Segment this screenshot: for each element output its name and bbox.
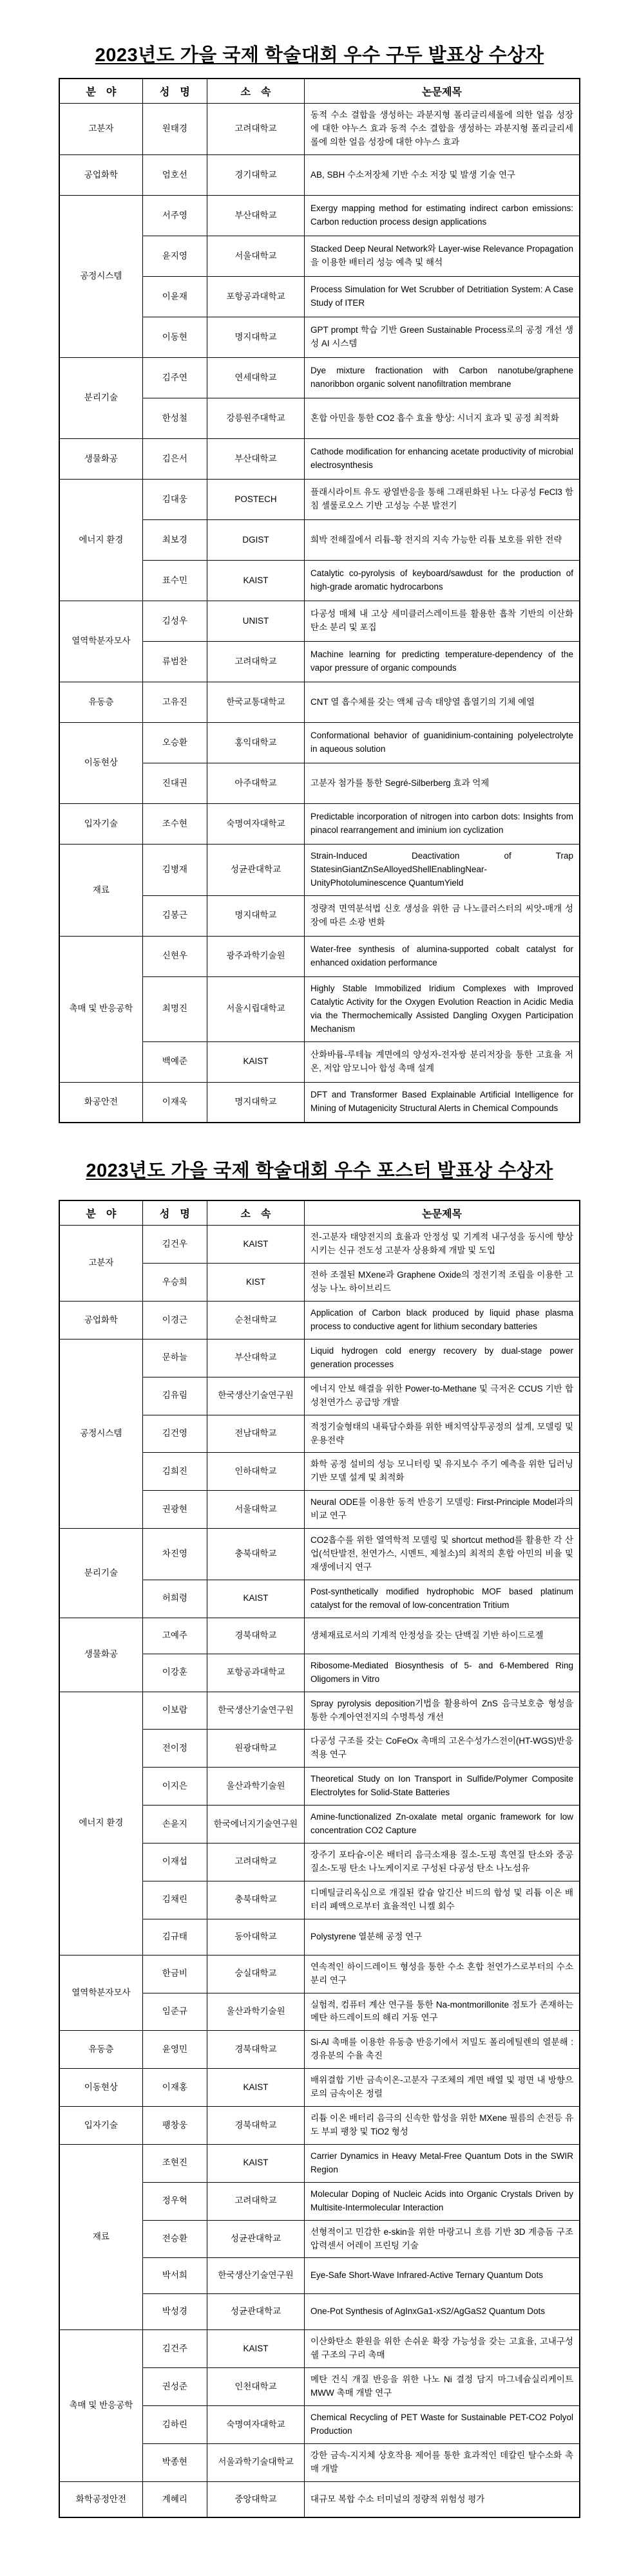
name-cell: 김유림 (142, 1377, 207, 1415)
name-cell: 김건우 (142, 1226, 207, 1264)
table-row (59, 358, 580, 398)
table-row (59, 845, 580, 896)
title-cell: CO2흡수를 위한 열역학적 모델링 및 shortcut method를 활용한 각 산업(석탄발전, 천연가스, 시멘트, 제철소)의 최적의 혼합 아민의 비율 및 재생에너지 연구 (305, 1529, 580, 1580)
name-cell: 김채린 (142, 1881, 207, 1919)
table-row (59, 104, 580, 155)
table-row (59, 196, 580, 236)
oral-award-title: 2023년도 가을 국제 학술대회 우수 구두 발표상 수상자 (95, 45, 544, 66)
title-cell: Cathode modification for enhancing acetate productivity of microbial electrosynthesis (305, 439, 580, 480)
affil-cell: DGIST (207, 520, 304, 561)
affil-cell: 충북대학교 (207, 1881, 304, 1919)
affil-cell: 숭실대학교 (207, 1955, 304, 1993)
name-cell: 신현우 (142, 936, 207, 976)
affil-cell: 한국에너지기술연구원 (207, 1806, 304, 1843)
name-cell: 이재홍 (142, 2069, 207, 2107)
name-cell: 전승환 (142, 2220, 207, 2258)
name-cell: 박성경 (142, 2294, 207, 2330)
title-cell: 대규모 복합 수소 터미널의 정량적 위험성 평가 (305, 2481, 580, 2517)
table-row (59, 936, 580, 976)
affil-cell: 충북대학교 (207, 1529, 304, 1580)
title-cell: Amine-functionalized Zn-oxalate metal organic framework for low concentration CO2 Capture (305, 1806, 580, 1843)
table-row (59, 2069, 580, 2107)
table-row (59, 480, 580, 520)
title-cell: Predictable incorporation of nitrogen into carbon dots: Insights from pinacol rearrangement and iminium ion cyclization (305, 804, 580, 845)
affil-cell: 숙명여자대학교 (207, 2406, 304, 2444)
affil-cell: 강릉원주대학교 (207, 398, 304, 439)
name-cell: 한금비 (142, 1955, 207, 1993)
column-header: 분 야 (59, 1200, 142, 1226)
column-header: 소 속 (207, 1200, 304, 1226)
title-cell: Carrier Dynamics in Heavy Metal-Free Quantum Dots in the SWIR Region (305, 2144, 580, 2182)
name-cell: 정우혁 (142, 2182, 207, 2220)
title-cell: 화학 공정 설비의 성능 모니터링 및 유지보수 주기 예측을 위한 딥러닝 기반 모델 설계 및 최적화 (305, 1453, 580, 1491)
title-cell: Stacked Deep Neural Network와 Layer-wise Relevance Propagation을 이용한 배터리 성능 예측 및 해석 (305, 236, 580, 277)
affil-cell: 서울대학교 (207, 236, 304, 277)
affil-cell: 고려대학교 (207, 1843, 304, 1881)
title-cell: 강한 금속-지지체 상호작용 제어를 통한 효과적인 데칼린 탈수소화 촉매 개발 (305, 2443, 580, 2481)
table-row (59, 1529, 580, 1580)
name-cell: 김대웅 (142, 480, 207, 520)
affil-cell: 성균관대학교 (207, 845, 304, 896)
field-cell: 분리기술 (59, 358, 142, 439)
title-cell: 선형적이고 민감한 e-skin을 위한 마랑고니 흐름 기반 3D 계층돔 구조 압력센서 어레이 프린팅 기술 (305, 2220, 580, 2258)
affil-cell: KAIST (207, 2144, 304, 2182)
table-row (59, 723, 580, 763)
affil-cell: 부산대학교 (207, 196, 304, 236)
name-cell: 김건영 (142, 1415, 207, 1453)
affil-cell: 경북대학교 (207, 1618, 304, 1654)
field-cell: 공업화학 (59, 155, 142, 196)
table-row (59, 1339, 580, 1377)
name-cell: 허희령 (142, 1580, 207, 1618)
name-cell: 김건주 (142, 2330, 207, 2368)
title-cell: 희박 전해질에서 리튬-황 전지의 지속 가능한 리튬 보호를 위한 전략 (305, 520, 580, 561)
title-cell: Si-Al 촉매를 이용한 유동층 반응기에서 저밀도 폴리에틸렌의 열분해 : 경유분의 수율 촉진 (305, 2031, 580, 2069)
title-cell: 다공성 구조를 갖는 CoFeOx 촉매의 고온수성가스전이(HT-WGS)반응 적용 연구 (305, 1730, 580, 1768)
title-cell: 리튬 이온 배터리 음극의 신속한 합성을 위한 MXene 필름의 손전등 유도 부피 팽창 및 TiO2 형성 (305, 2107, 580, 2145)
table-row (59, 1692, 580, 1730)
title-cell: 메탄 건식 개질 반응을 위한 나노 Ni 결정 담지 마그네슘실리케이트 MWW 촉매 개발 연구 (305, 2368, 580, 2406)
affil-cell: 순천대학교 (207, 1302, 304, 1339)
oral-award-table (59, 78, 580, 1123)
title-cell: 전-고분자 태양전지의 효율과 안정성 및 기계적 내구성을 동시에 향상시키는 신규 전도성 고분자 상용화제 개발 및 도입 (305, 1226, 580, 1264)
name-cell: 손윤지 (142, 1806, 207, 1843)
poster-award-table (59, 1200, 580, 2518)
field-cell: 공업화학 (59, 1302, 142, 1339)
field-cell: 생물화공 (59, 439, 142, 480)
title-cell: 적정기술형태의 내륙담수화를 위한 배치역삼투공정의 설계, 모델링 및 운용전략 (305, 1415, 580, 1453)
affil-cell: 한국생산기술연구원 (207, 1377, 304, 1415)
name-cell: 임준규 (142, 1993, 207, 2031)
affil-cell: 중앙대학교 (207, 2481, 304, 2517)
field-cell: 촉매 및 반응공학 (59, 2330, 142, 2481)
title-cell: Eye-Safe Short-Wave Infrared-Active Ternary Quantum Dots (305, 2258, 580, 2294)
name-cell: 최보경 (142, 520, 207, 561)
affil-cell: 경북대학교 (207, 2107, 304, 2145)
affil-cell: 서울시립대학교 (207, 976, 304, 1041)
name-cell: 서주영 (142, 196, 207, 236)
name-cell: 오승환 (142, 723, 207, 763)
field-cell: 유동층 (59, 2031, 142, 2069)
table-row (59, 1618, 580, 1654)
affil-cell: KAIST (207, 1226, 304, 1264)
poster-award-title: 2023년도 가을 국제 학술대회 우수 포스터 발표상 수상자 (86, 1161, 553, 1182)
affil-cell: KAIST (207, 1580, 304, 1618)
affil-cell: KAIST (207, 561, 304, 601)
affil-cell: 숙명여자대학교 (207, 804, 304, 845)
affil-cell: 인하대학교 (207, 1453, 304, 1491)
title-cell: Theoretical Study on Ion Transport in Sulfide/Polymer Composite Electrolytes for Solid-State Batteries (305, 1768, 580, 1806)
affil-cell: 고려대학교 (207, 104, 304, 155)
title-cell: 실험적, 컴퓨터 계산 연구를 통한 Na-montmorillonite 점토가 존재하는 메탄 하드레이트의 해리 거동 연구 (305, 1993, 580, 2031)
affil-cell: 명지대학교 (207, 317, 304, 358)
affil-cell: 동아대학교 (207, 1919, 304, 1955)
field-cell: 에너지 환경 (59, 1692, 142, 1955)
title-cell: Catalytic co-pyrolysis of keyboard/sawdust for the production of high-grade aromatic hydrocarbons (305, 561, 580, 601)
title-cell: Post-synthetically modified hydrophobic MOF based platinum catalyst for the removal of low-concentration Tritium (305, 1580, 580, 1618)
table-row (59, 682, 580, 723)
name-cell: 백예준 (142, 1041, 207, 1082)
field-cell: 재료 (59, 2144, 142, 2330)
name-cell: 이지은 (142, 1768, 207, 1806)
name-cell: 표수민 (142, 561, 207, 601)
title-cell: Ribosome-Mediated Biosynthesis of 5- and 6-Membered Ring Oligomers in Vitro (305, 1654, 580, 1692)
table-row (59, 2481, 580, 2517)
affil-cell: 울산과학기술원 (207, 1993, 304, 2031)
title-cell: 디메틸글리옥심으로 개질된 칼슘 알긴산 비드의 합성 및 리튬 이온 배터리 폐액으로부터 효율적인 니켈 회수 (305, 1881, 580, 1919)
poster-award-section (0, 1161, 639, 2518)
title-cell: Molecular Doping of Nucleic Acids into Organic Crystals Driven by Multisite-Intermolecular Interaction (305, 2182, 580, 2220)
name-cell: 원태경 (142, 104, 207, 155)
name-cell: 김규태 (142, 1919, 207, 1955)
title-cell: Liquid hydrogen cold energy recovery by dual-stage power generation processes (305, 1339, 580, 1377)
affil-cell: 성균관대학교 (207, 2294, 304, 2330)
name-cell: 전이정 (142, 1730, 207, 1768)
name-cell: 차진영 (142, 1529, 207, 1580)
name-cell: 계혜리 (142, 2481, 207, 2517)
title-cell: Strain-Induced Deactivation of Trap StatesinGiantZnSeAlloyedShellEnablingNear-UnityPhotoluminescence QuantumYield (305, 845, 580, 896)
affil-cell: 명지대학교 (207, 895, 304, 936)
affil-cell: 원광대학교 (207, 1730, 304, 1768)
name-cell: 이보람 (142, 1692, 207, 1730)
title-cell: 에너지 안보 해결을 위한 Power-to-Methane 및 극저온 CCUS 기반 합성천연가스 공급망 개발 (305, 1377, 580, 1415)
header-row (59, 79, 580, 104)
field-cell: 공정시스템 (59, 196, 142, 358)
title-cell: 장주기 포타슘-이온 배터리 음극소재용 질소-도핑 흑연질 탄소와 중공 질소-도핑 탄소 나노케이지로 구성된 다공성 탄소 나노섬유 (305, 1843, 580, 1881)
name-cell: 이재욱 (142, 1082, 207, 1123)
affil-cell: 명지대학교 (207, 1082, 304, 1123)
name-cell: 이강훈 (142, 1654, 207, 1692)
title-cell: 연속적인 하이드레이트 형성을 통한 수소 혼합 천연가스로부터의 수소 분리 연구 (305, 1955, 580, 1993)
name-cell: 조현진 (142, 2144, 207, 2182)
title-cell: Application of Carbon black produced by liquid phase plasma process to conductive agent for lithium secondary batteries (305, 1302, 580, 1339)
title-cell: 다공성 매체 내 고상 세미클러스레이트를 활용한 흡착 기반의 이산화탄소 분리 및 포집 (305, 601, 580, 642)
field-cell: 재료 (59, 845, 142, 937)
title-cell: 정량적 면역분석법 신호 생성을 위한 금 나노클러스터의 씨앗-매개 성장에 따른 소광 변화 (305, 895, 580, 936)
field-cell: 입자기술 (59, 2107, 142, 2145)
name-cell: 진대권 (142, 763, 207, 804)
name-cell: 류범찬 (142, 642, 207, 682)
affil-cell: KIST (207, 1264, 304, 1302)
field-cell: 이동현상 (59, 2069, 142, 2107)
name-cell: 김하린 (142, 2406, 207, 2444)
field-cell: 공정시스템 (59, 1339, 142, 1528)
name-cell: 김은서 (142, 439, 207, 480)
affil-cell: 전남대학교 (207, 1415, 304, 1453)
name-cell: 우승희 (142, 1264, 207, 1302)
title-cell: CNT 열 흡수체를 갖는 액체 금속 태양열 흡열기의 기체 예열 (305, 682, 580, 723)
table-row (59, 1082, 580, 1123)
field-cell: 분리기술 (59, 1529, 142, 1618)
table-row (59, 1226, 580, 1264)
table-row (59, 2144, 580, 2182)
title-cell: Chemical Recycling of PET Waste for Sustainable PET-CO2 Polyol Production (305, 2406, 580, 2444)
affil-cell: 고려대학교 (207, 2182, 304, 2220)
affil-cell: 한국교통대학교 (207, 682, 304, 723)
title-cell: 배위결합 기반 금속이온-고분자 구조체의 계면 배열 및 평면 내 방향으로의 금속이온 정렬 (305, 2069, 580, 2107)
title-cell: 이산화탄소 환원을 위한 손쉬운 확장 가능성을 갖는 고효율, 고내구성 쉘 구조의 구리 촉매 (305, 2330, 580, 2368)
field-cell: 입자기술 (59, 804, 142, 845)
column-header: 분 야 (59, 79, 142, 104)
field-cell: 유동층 (59, 682, 142, 723)
name-cell: 이동현 (142, 317, 207, 358)
affil-cell: 인천대학교 (207, 2368, 304, 2406)
title-cell: One-Pot Synthesis of AgInxGa1-xS2/AgGaS2 Quantum Dots (305, 2294, 580, 2330)
affil-cell: 연세대학교 (207, 358, 304, 398)
name-cell: 김봉근 (142, 895, 207, 936)
title-cell: 전하 조절된 MXene과 Graphene Oxide의 정전기적 조립을 이용한 고성능 나노 하이브리드 (305, 1264, 580, 1302)
table-row (59, 1955, 580, 1993)
field-cell: 열역학분자모사 (59, 1955, 142, 2031)
name-cell: 이경근 (142, 1302, 207, 1339)
name-cell: 고예주 (142, 1618, 207, 1654)
table-row (59, 2107, 580, 2145)
name-cell: 최명진 (142, 976, 207, 1041)
title-cell: 플래시라이트 유도 광열반응을 통해 그래핀화된 나노 다공성 FeCl3 함침 셀룰로오스 기반 고성능 수분 발전기 (305, 480, 580, 520)
title-cell: Polystyrene 열분해 공정 연구 (305, 1919, 580, 1955)
name-cell: 박종현 (142, 2443, 207, 2481)
name-cell: 권광현 (142, 1491, 207, 1529)
oral-award-section (0, 45, 639, 1123)
title-cell: 혼합 아민을 통한 CO2 흡수 효율 향상: 시너지 효과 및 공정 최적화 (305, 398, 580, 439)
affil-cell: 포항공과대학교 (207, 1654, 304, 1692)
title-cell: 동적 수소 결합을 생성하는 과분지형 폴리글리세롤에 의한 얼음 성장에 대한 야누스 효과 동적 수소 결합을 생성하는 과분지형 폴리글리세롤에 의한 얼음 성장에 대한 야누스 효과 (305, 104, 580, 155)
affil-cell: KAIST (207, 2330, 304, 2368)
affil-cell: 서울대학교 (207, 1491, 304, 1529)
affil-cell: 경기대학교 (207, 155, 304, 196)
name-cell: 팽창웅 (142, 2107, 207, 2145)
table-row (59, 155, 580, 196)
field-cell: 고분자 (59, 1226, 142, 1302)
name-cell: 조수현 (142, 804, 207, 845)
column-header: 소 속 (207, 79, 304, 104)
name-cell: 문하늘 (142, 1339, 207, 1377)
title-cell: 고분자 첨가를 통한 Segré-Silberberg 효과 억제 (305, 763, 580, 804)
name-cell: 김성우 (142, 601, 207, 642)
affil-cell: UNIST (207, 601, 304, 642)
title-cell: Dye mixture fractionation with Carbon nanotube/graphene nanoribbon organic solvent nanofiltration membrane (305, 358, 580, 398)
title-cell: Exergy mapping method for estimating indirect carbon emissions: Carbon reduction process design applications (305, 196, 580, 236)
name-cell: 이윤재 (142, 277, 207, 317)
name-cell: 김주연 (142, 358, 207, 398)
title-cell: Spray pyrolysis deposition기법을 활용하여 ZnS 음극보호층 형성을 통한 수계아연전지의 수명특성 개선 (305, 1692, 580, 1730)
name-cell: 김희진 (142, 1453, 207, 1491)
affil-cell: 홍익대학교 (207, 723, 304, 763)
table-row (59, 2330, 580, 2368)
affil-cell: 아주대학교 (207, 763, 304, 804)
title-cell: 생체재료로서의 기계적 안정성을 갖는 단백질 기반 하이드로젤 (305, 1618, 580, 1654)
affil-cell: 경북대학교 (207, 2031, 304, 2069)
title-cell: Machine learning for predicting temperature-dependency of the vapor pressure of organic compounds (305, 642, 580, 682)
affil-cell: 울산과학기술원 (207, 1768, 304, 1806)
column-header: 논문제목 (305, 1200, 580, 1226)
field-cell: 화공안전 (59, 1082, 142, 1123)
title-cell: Highly Stable Immobilized Iridium Complexes with Improved Catalytic Activity for the Oxygen Evolution Reaction in Acidic Media via the Thermochemically Assisted Dangling Oxygen Participation Mechanism (305, 976, 580, 1041)
field-cell: 생물화공 (59, 1618, 142, 1692)
affil-cell: KAIST (207, 2069, 304, 2107)
title-cell: Water-free synthesis of alumina-supported cobalt catalyst for enhanced oxidation performance (305, 936, 580, 976)
affil-cell: POSTECH (207, 480, 304, 520)
name-cell: 윤지영 (142, 236, 207, 277)
affil-cell: 고려대학교 (207, 642, 304, 682)
affil-cell: 광주과학기술원 (207, 936, 304, 976)
column-header: 논문제목 (305, 79, 580, 104)
name-cell: 박서희 (142, 2258, 207, 2294)
title-cell: AB, SBH 수소저장체 기반 수소 저장 및 발생 기술 연구 (305, 155, 580, 196)
title-cell: Conformational behavior of guanidinium-containing polyelectrolyte in aqueous solution (305, 723, 580, 763)
name-cell: 엄호선 (142, 155, 207, 196)
table-row (59, 2031, 580, 2069)
name-cell: 김병재 (142, 845, 207, 896)
column-header: 성 명 (142, 1200, 207, 1226)
column-header: 성 명 (142, 79, 207, 104)
name-cell: 한성철 (142, 398, 207, 439)
table-row (59, 1302, 580, 1339)
name-cell: 이재섭 (142, 1843, 207, 1881)
field-cell: 고분자 (59, 104, 142, 155)
field-cell: 에너지 환경 (59, 480, 142, 601)
affil-cell: 포항공과대학교 (207, 277, 304, 317)
field-cell: 촉매 및 반응공학 (59, 936, 142, 1082)
field-cell: 열역학분자모사 (59, 601, 142, 682)
affil-cell: 서울과학기술대학교 (207, 2443, 304, 2481)
title-cell: Neural ODE를 이용한 동적 반응기 모델링: First-Principle Model과의 비교 연구 (305, 1491, 580, 1529)
header-row (59, 1200, 580, 1226)
affil-cell: 부산대학교 (207, 439, 304, 480)
name-cell: 고유진 (142, 682, 207, 723)
name-cell: 권성준 (142, 2368, 207, 2406)
affil-cell: KAIST (207, 1041, 304, 1082)
table-row (59, 804, 580, 845)
title-cell: 산화바륨-루테늄 계면에의 양성자-전자쌍 분리저장을 통한 고효율 저온, 저압 암모니아 합성 촉매 설계 (305, 1041, 580, 1082)
table-row (59, 601, 580, 642)
affil-cell: 성균관대학교 (207, 2220, 304, 2258)
title-cell: GPT prompt 학습 기반 Green Sustainable Process로의 공정 개선 생성 AI 시스템 (305, 317, 580, 358)
field-cell: 이동현상 (59, 723, 142, 804)
affil-cell: 한국생산기술연구원 (207, 2258, 304, 2294)
table-row (59, 439, 580, 480)
name-cell: 윤영민 (142, 2031, 207, 2069)
affil-cell: 부산대학교 (207, 1339, 304, 1377)
affil-cell: 한국생산기술연구원 (207, 1692, 304, 1730)
title-cell: DFT and Transformer Based Explainable Artificial Intelligence for Mining of Mutagenicity Structural Alerts in Chemical Compounds (305, 1082, 580, 1123)
title-cell: Process Simulation for Wet Scrubber of Detritiation System: A Case Study of ITER (305, 277, 580, 317)
field-cell: 화학공정안전 (59, 2481, 142, 2517)
